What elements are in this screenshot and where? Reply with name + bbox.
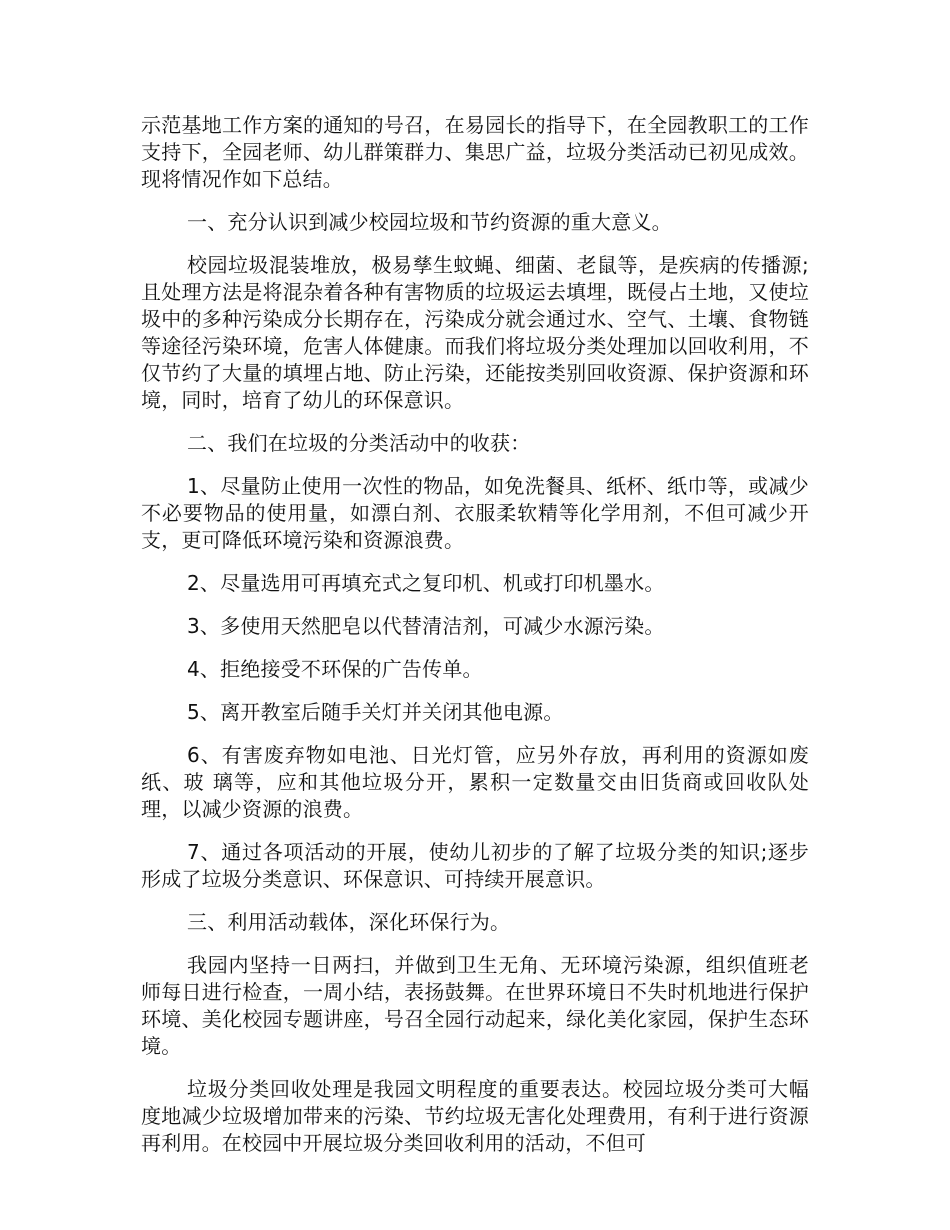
list-item-3: 3、多使用天然肥皂以代替清洁剂，可减少水源污染。 — [187, 614, 665, 638]
list-item-7: 7、通过各项活动的开展，使幼儿初步的了解了垃圾分类的知识;逐步形成了垃圾分类意识、环保意识、可持续开展意识。 — [141, 840, 809, 891]
section-heading-3: 三、利用活动载体，深化环保行为。 — [187, 910, 511, 934]
list-item-1: 1、尽量防止使用一次性的物品，如免洗餐具、纸杯、纸巾等，或减少不必要物品的使用量，如漂白剂、衣服柔软精等化学用剂，不但可减少开支，更可降低环境污染和资源浪费。 — [141, 474, 809, 552]
list-item-6: 6、有害废弃物如电池、日光灯管，应另外存放，再利用的资源如废纸、玻 璃等，应和其他垃圾分开，累积一定数量交由旧货商或回收队处理，以减少资源的浪费。 — [141, 743, 809, 821]
section-heading-2: 二、我们在垃圾的分类活动中的收获： — [187, 431, 531, 455]
section-heading-1: 一、充分认识到减少校园垃圾和节约资源的重大意义。 — [187, 210, 672, 234]
paragraph-intro-continued: 示范基地工作方案的通知的号召，在易园长的指导下，在全园教职工的工作支持下，全园老师、幼儿群策群力、集思广益，垃圾分类活动已初见成效。现将情况作如下总结。 — [141, 113, 809, 191]
paragraph-sorting-importance: 垃圾分类回收处理是我园文明程度的重要表达。校园垃圾分类可大幅度地减少垃圾增加带来的污染、节约垃圾无害化处理费用，有利于进行资源再利用。在校园中开展垃圾分类回收利用的活动，不但可 — [141, 1077, 809, 1155]
list-item-4: 4、拒绝接受不环保的广告传单。 — [187, 657, 483, 681]
list-item-2: 2、尽量选用可再填充式之复印机、机或打印机墨水。 — [187, 571, 665, 595]
list-item-5: 5、离开教室后随手关灯并关闭其他电源。 — [187, 700, 564, 724]
paragraph-significance: 校园垃圾混装堆放，极易孳生蚊蝇、细菌、老鼠等，是疾病的传播源;且处理方法是将混杂着各种有害物质的垃圾运去填埋，既侵占土地，又使垃圾中的多种污染成分长期存在，污染成分就会通过水、空气、土壤、食物链等途径污染环境，危害人体健康。而我们将垃圾分类处理加以回收利用，不仅节约了大量的填埋占地、防止污染，还能按类别回收资源、保护资源和环境，同时，培育了幼儿的环保意识。 — [141, 253, 809, 412]
paragraph-campus-cleaning: 我园内坚持一日两扫，并做到卫生无角、无环境污染源，组织值班老师每日进行检查，一周小结，表扬鼓舞。在世界环境日不失时机地进行保护环境、美化校园专题讲座，号召全园行动起来，绿化美化家园，保护生态环境。 — [141, 953, 809, 1058]
document-body — [141, 112, 809, 1173]
